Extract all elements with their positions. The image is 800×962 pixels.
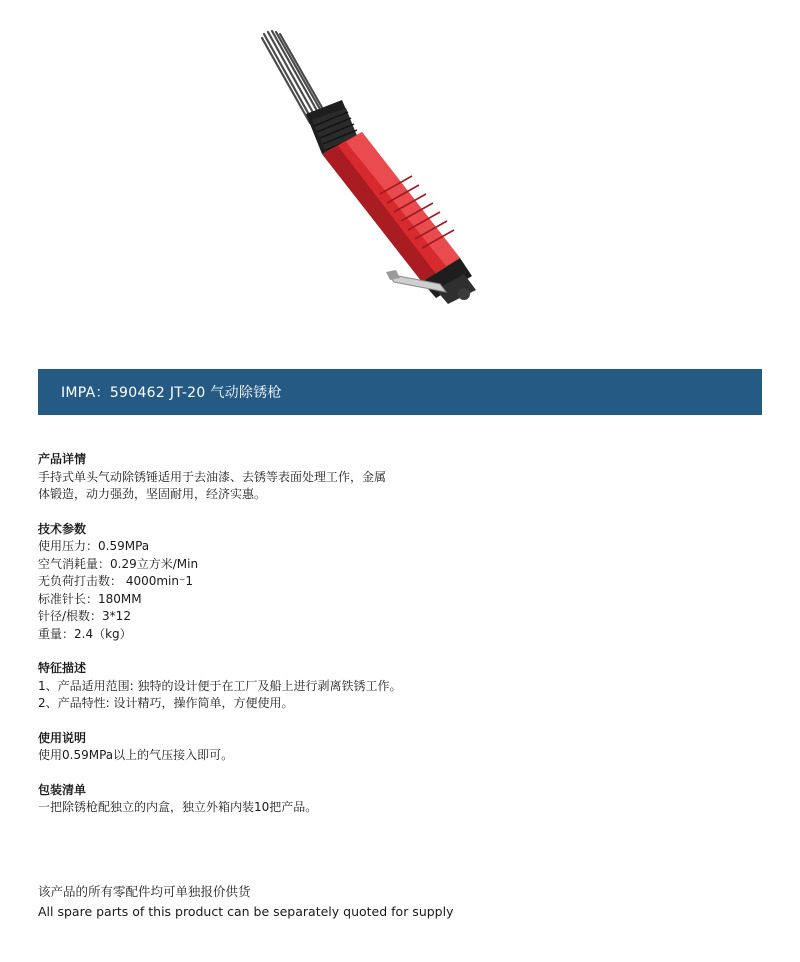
usage-line: 使用0.59MPa以上的气压接入即可。: [38, 748, 234, 762]
feature-line: 1、产品适用范围: 独特的设计便于在工厂及船上进行剥离铁锈工作。: [38, 678, 402, 693]
spec-working-pressure: 使用压力：0.59MPa: [38, 539, 150, 553]
section-features: [38, 660, 768, 713]
needle-bundle: [262, 31, 328, 123]
detail-line: 体锻造，动力强劲，坚固耐用，经济实惠。: [38, 487, 267, 501]
product-image: [250, 28, 490, 308]
spare-parts-note-cn: 该产品的所有零配件均可单独报价供货: [38, 884, 251, 899]
spec-blow-rate: 无负荷打击数： 4000min⁻1: [38, 574, 193, 588]
section-usage: [38, 730, 768, 765]
feature-line: 2、产品特性: 设计精巧，操作简单，方便使用。: [38, 696, 294, 710]
spec-needle-length: 标准针长：180MM: [38, 591, 142, 606]
section-packing-list: [38, 782, 768, 817]
product-description: [38, 451, 768, 834]
spec-weight: 重量：2.4（kg）: [38, 626, 132, 641]
red-grip: [322, 132, 460, 282]
section-heading: 产品详情: [38, 452, 87, 466]
section-heading: 特征描述: [38, 661, 87, 675]
section-product-details: [38, 451, 768, 504]
section-heading: 使用说明: [38, 730, 87, 745]
spec-air-consumption: 空气消耗量：0.29立方米/Min: [38, 556, 199, 571]
section-technical-specs: [38, 521, 768, 644]
section-heading: 技术参数: [38, 521, 87, 536]
spec-needle-diameter-count: 针径/根数：3*12: [38, 609, 131, 623]
pneumatic-needle-scaler-icon: [250, 28, 490, 308]
spare-parts-note-en: All spare parts of this product can be separately quoted for supply: [38, 904, 454, 919]
spare-parts-note: [38, 882, 453, 922]
detail-line: 手持式单头气动除锈锤适用于去油漆、去锈等表面处理工作，金属: [38, 469, 387, 484]
product-title-bar: [38, 369, 762, 415]
product-title: IMPA：590462 JT-20 气动除锈枪: [61, 385, 282, 401]
packing-line: 一把除锈枪配独立的内盒，独立外箱内装10把产品。: [38, 800, 318, 814]
section-heading: 包装清单: [38, 782, 87, 797]
